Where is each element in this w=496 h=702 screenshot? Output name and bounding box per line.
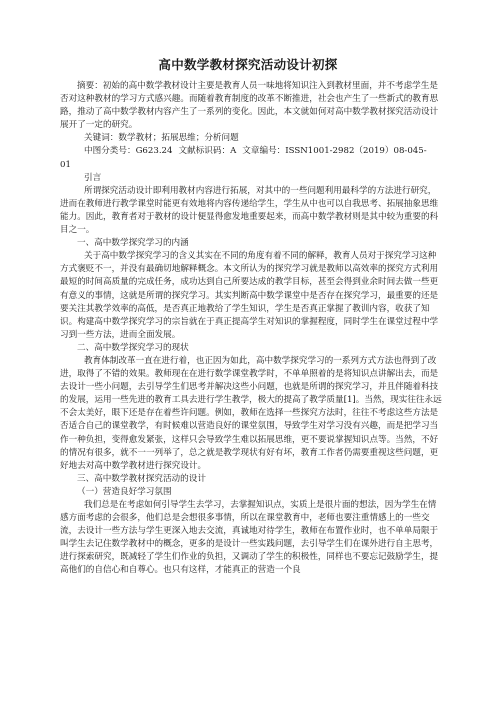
- abstract-paragraph: 摘要：初始的高中数学教材设计主要是教育人员一味地将知识注入到教材里面，并不考虑学生是否对这种教材的学习方式感兴趣。而随着教育制度的改革不断推进，社会也产生了一些新式的教育思路，推动了高中数学教材内容产生了一系列的变化。因此，本文就如何对高中数学教材探究活动设计展开了一定的研究。: [60, 81, 439, 131]
- paper-body: [60, 80, 442, 578]
- section-1-paragraph: 关于高中数学探究学习的含义其实在不同的角度有着不同的解释，教育人员对于探究学习这种方式褒贬不一，并没有最确切地解释概念。本文所认为的探究学习就是教师以高效率的探究方式利用最短的时间高质量的完成任务，成功达到自己所要达成的教学目标，甚至会得到业余时间去做一些更有意义的事情，这就是所谓的探究学习。其实判断高中数学课堂中是否存在探究学习，最重要的还是要关注其教学效率的高低，是否真正地教给了学生知识，学生是否真正掌握了教训内容，收获了知识。构建高中数学探究学习的宗旨就在于真正提高学生对知识的掌握程度，同时学生在课堂过程中学习到一些方法，进而全面发展。: [60, 251, 439, 340]
- section-3-1-paragraph: 我们总是在考虑如何引导学生去学习，去掌握知识点，实质上是很片面的想法，因为学生在情感方面考虑的会很多，他们总是会想很多事情，所以在课堂教育中，老师也要注重情感上的一些交流，去设计一些方法与学生更深入地去交流，真诚地对待学生，教师在布置作业时，也不单单局限于叫学生去记住数学教材中的概念，更多的是设计一些实践问题，去引导学生们在课外进行自主思考，进行探索研究，既减轻了学生们作业的负担，又调动了学生的积极性，同样也不要忘记鼓励学生，提高他们的自信心和自尊心。也只有这样，才能真正的营造一个良: [60, 500, 439, 576]
- paper-title: 高中数学教材探究活动设计初探: [158, 57, 338, 72]
- section-1-heading: 一、高中数学探究学习的内涵: [77, 238, 189, 249]
- section-3-1-heading: （一）营造良好学习氛围: [77, 486, 172, 497]
- section-2-heading: 二、高中数学探究学习的现状: [77, 342, 189, 353]
- intro-paragraph: 所谓探究活动设计即利用教材内容进行拓展，对其中的一些问题利用最科学的方法进行研究，进而在教师进行教学课堂时能更有效地将内容传递给学生，学生从中也可以自我思考、拓展抽象思维能力。因此，教育者对于教材的设计便显得愈发地重要起来，而高中数学教材则是其中较为重要的科目之一。: [60, 185, 439, 236]
- clc-number: 中图分类号：G623.24: [84, 146, 173, 157]
- classification-line: [60, 145, 442, 171]
- intro-heading: 引言: [84, 172, 102, 183]
- document-code: 文献标识码：A: [178, 146, 237, 157]
- section-3-heading: 三、高中数学教材探究活动的设计: [77, 473, 206, 484]
- article-number: 文章编号：ISSN1001-2982（2019）08-045-01: [60, 146, 427, 170]
- section-2-paragraph: 教育体制改革一直在进行着，也正因为如此，高中数学探究学习的一系列方式方法也得到了改进，取得了不错的效果。教师现在在进行数学课堂教学时，不单单照着的是将知识点讲解出去，而是去设计一些小问题，去引导学生们思考并解决这些小问题，也就是所谓的探究学习，并且伴随着科技的发展，运用一些先进的教育工具去进行学生教学，极大的提高了教学质量[1]。当然，现实往往永远不会太美好，眼下还是存在着些许问题。例如，教师在选择一些探究方法时，往往不考虑这些方法是否适合自己的课堂教学，有时候难以营造良好的课堂氛围，导致学生对学习没有兴趣，而是把学习当作一种负担，变得愈发紧张，这样只会导致学生难以拓展思维，更不要说掌握知识点等。当然，不好的情况有很多，就不一一列举了，总之就是教学现状有好有坏，教育工作者仍需要重视这些问题，更好地去对高中数学教材进行探究设计。: [60, 355, 442, 471]
- keywords-line: 关键词：数学教材；拓展思维；分析问题: [84, 133, 239, 144]
